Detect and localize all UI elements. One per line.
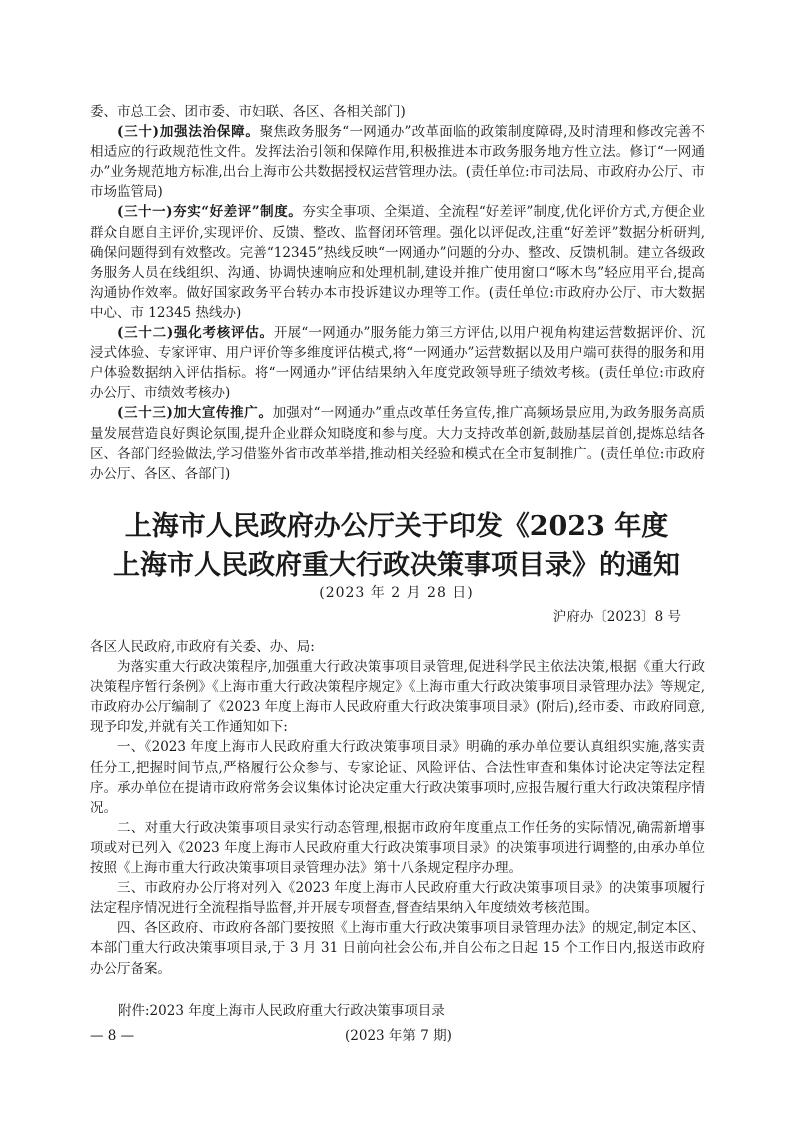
item-32: (三十二)强化考核评估。开展“一网通办”服务能力第三方评估,以用户视角构建运营数据评价、沉浸式体验、专家评审、用户评价等多维度评估模式,将“一网通办”运营数据以及用户端可获得的服务和用户体验数据纳入评估指标。将“一网通办”评估结果纳入年度党政领导班子绩效考核。(责任单位:市政府办公厅、市绩效考核办): [90, 325, 705, 402]
notice-date: (2023 年 2 月 28 日): [319, 585, 474, 601]
attachment-line: 附件:2023 年度上海市人民政府重大行政决策事项目录: [118, 1003, 445, 1019]
previous-section: [90, 102, 705, 484]
notice-body: [90, 637, 705, 979]
item-31: (三十一)夯实“好差评”制度。夯实全事项、全渠道、全流程“好差评”制度,优化评价方式,方便企业群众自愿自主评价,实现评价、反馈、整改、监督闭环管理。强化以评促改,注重“好差评”数据分析研判,确保问题得到有效整改。完善“12345”热线反映“一网通办”问题的分办、整改、反馈机制。建立各级政务服务人员在线组织、沟通、协调快速响应和处理机制,建设并推广使用窗口“啄木鸟”轻应用平台,提高沟通协作效率。做好国家政务平台转办本市投诉建议办理等工作。(责任单位:市政府办公厅、市大数据中心、市 12345 热线办): [90, 204, 705, 321]
body-paragraph: 四、各区政府、市政府各部门要按照《上海市重大行政决策事项目录管理办法》的规定,制定本区、本部门重大行政决策事项目录,于 3 月 31 日前向社会公布,并自公布之日起 15 个工作日内,报送市政府办公厅备案。: [90, 920, 705, 977]
body-paragraph: 三、市政府办公厅将对列入《2023 年度上海市人民政府重大行政决策事项目录》的决策事项履行法定程序情况进行全流程指导监督,并开展专项督查,督查结果纳入年度绩效考核范围。: [90, 880, 705, 917]
document-number: 沪府办〔2023〕8 号: [552, 609, 681, 625]
body-paragraph: 为落实重大行政决策程序,加强重大行政决策事项目录管理,促进科学民主依法决策,根据《重大行政决策程序暂行条例》《上海市重大行政决策程序规定》《上海市重大行政决策事项目录管理办法》等规定,市政府办公厅编制了《2023 年度上海市人民政府重大行政决策事项目录》(附后),经市委、市政府同意,现予印发,并就有关工作通知如下:: [90, 659, 705, 736]
page-number: — 8 —: [90, 1028, 135, 1044]
item-30: (三十)加强法治保障。聚焦政务服务“一网通办”改革面临的政策制度障碍,及时清理和修改完善不相适应的行政规范性文件。发挥法治引领和保障作用,积极推进本市政务服务地方性立法。修订“一网通办”业务规范地方标准,出台上海市公共数据授权运营管理办法。(责任单位:市司法局、市政府办公厅、市市场监管局): [90, 124, 706, 201]
issue-label: (2023 年第 7 期): [345, 1028, 452, 1044]
body-paragraph: 二、对重大行政决策事项目录实行动态管理,根据市政府年度重点工作任务的实际情况,确需新增事项或对已列入《2023 年度上海市人民政府重大行政决策事项目录》的决策事项进行调整的,由承办单位按照《上海市重大行政决策事项目录管理办法》第十八条规定程序办理。: [90, 819, 705, 877]
notice-title: 上海市人民政府办公厅关于印发《2023 年度 上海市人民政府重大行政决策事项目录》的通知: [113, 511, 680, 581]
continuation-text: 委、市总工会、团市委、市妇联、各区、各相关部门): [90, 104, 406, 120]
salutation: 各区人民政府,市政府有关委、办、局:: [90, 639, 315, 655]
item-33: (三十三)加大宣传推广。加强对“一网通办”重点改革任务宣传,推广高频场景应用,为政务服务高质量发展营造良好舆论氛围,提升企业群众知晓度和参与度。大力支持改革创新,鼓励基层首创,提炼总结各区、各部门经验做法,学习借鉴外省市改革举措,推动相关经验和模式在全市复制推广。(责任单位:市政府办公厅、各区、各部门): [90, 405, 706, 482]
body-paragraph: 一、《2023 年度上海市人民政府重大行政决策事项目录》明确的承办单位要认真组织实施,落实责任分工,把握时间节点,严格履行公众参与、专家论证、风险评估、合法性审查和集体讨论决定等法定程序。承办单位在提请市政府常务会议集体讨论决定重大行政决策事项时,应报告履行重大行政决策程序情况。: [90, 739, 705, 816]
